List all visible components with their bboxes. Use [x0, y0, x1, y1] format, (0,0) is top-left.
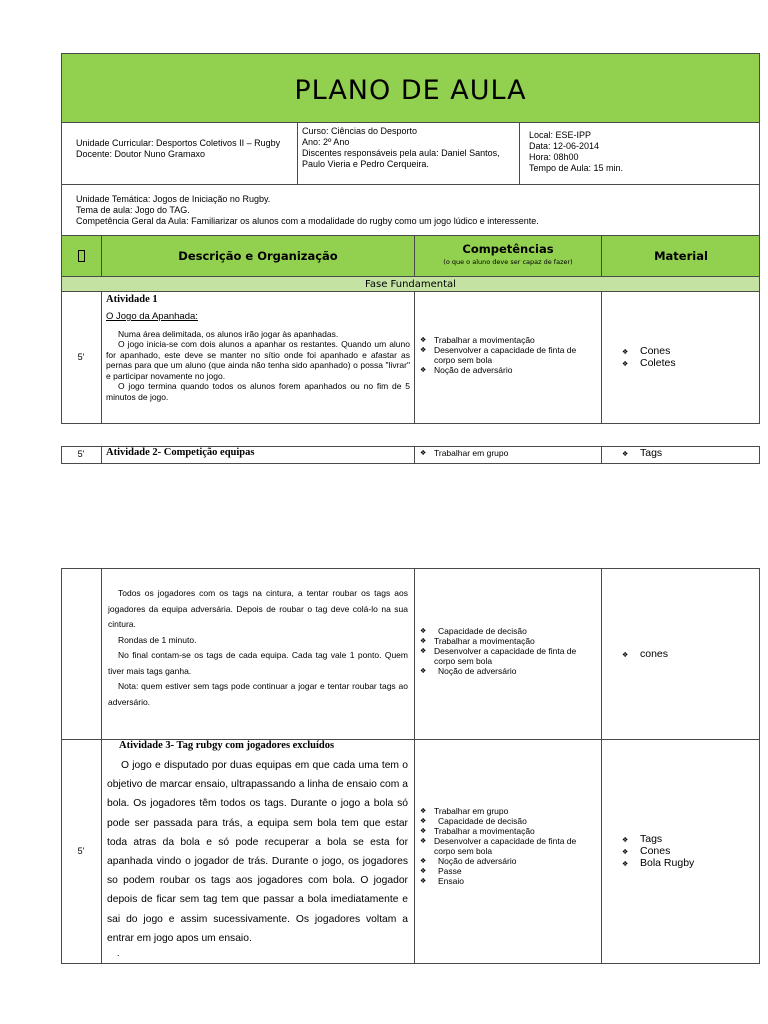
tema-aula: Tema de aula: Jogo do TAG. — [76, 205, 190, 215]
atividade2-material-list — [622, 447, 760, 459]
atividade3-title: Atividade 3- Tag rubgy com jogadores excluídos — [119, 740, 335, 751]
atividade1-tempo: 5' — [77, 352, 85, 362]
header-descricao: Descrição e Organização — [101, 235, 414, 277]
header-material: Material — [601, 235, 760, 277]
atividade2-cont-competencias-list — [420, 626, 598, 676]
list-item: ❖ Trabalhar em grupo — [420, 806, 598, 816]
atividade1-p2: O jogo inicia-se com dois alunos a apanhar os restantes. Quando um aluno for apanhado, este deve se manter no sítio onde foi apanhado e afastar as pernas para que um aluno (que ainda não tenha sido apanhado) o possa "livrar" e participar novamente no jogo. — [106, 339, 410, 381]
atividade2-title: Atividade 2- Competição equipas — [101, 446, 415, 464]
atividade2-competencias-list — [420, 448, 598, 458]
header-competencias: Competências — [462, 242, 554, 256]
page-title: PLANO DE AULA — [294, 75, 527, 106]
atividade3-material-cell — [601, 739, 760, 964]
list-item: ❖ Ensaio — [420, 876, 598, 886]
atividade2-competencias — [420, 448, 598, 458]
atividade3-body: O jogo e disputado por duas equipas em que cada uma tem o objetivo de marcar ensaio, ultrapassando a linha de ensaio com a bola. Os jogadores têm todos os tags. Durante o jogo a bola só pode ser passada para trás, a equipa sem bola tem que estar toda atras da bola e só pode recuperar a bola se esta for apanhada vindo o jogador de trás. Durante o jogo, os jogadores so podem roubar os tags aos jogadores com bola. O jogador depois de ficar sem tag tem que passar a bola imediatamente e sai do jogo e assim sucessivamente. Os jogadores voltam a entrar em jogo apos um ensaio. — [107, 760, 408, 944]
list-item: ❖ Passe — [420, 866, 598, 876]
ano: Ano: 2º Ano — [302, 137, 350, 147]
header-col-glyph — [61, 235, 101, 277]
list-item: ❖ Tags — [622, 833, 760, 845]
fase-row — [61, 276, 760, 292]
header-competencias-cell — [414, 235, 601, 277]
atividade3-competencias — [420, 806, 598, 886]
unidade-tematica: Unidade Temática: Jogos de Iniciação no Rugby. — [76, 194, 271, 204]
atividade3-desc-cell — [101, 739, 415, 964]
atividade3-competencias-list — [420, 806, 598, 886]
curso: Curso: Ciências do Desporto — [302, 126, 418, 136]
atividade2-cont-p4: Nota: quem estiver sem tags pode continuar a jogar e tentar roubar tags ao adversário. — [108, 681, 408, 707]
atividade1-subtitle: O Jogo da Apanhada: — [106, 311, 198, 322]
list-item: ❖ Capacidade de decisão — [420, 816, 598, 826]
list-item: ❖ Desenvolver a capacidade de finta de corpo sem bola — [420, 646, 598, 666]
atividade1-competencias — [420, 335, 598, 375]
unidade-curricular-cell — [64, 138, 294, 160]
atividade2-tempo: 5' — [77, 449, 85, 459]
atividade2-cont-p1: Todos os jogadores com os tags na cintura, a tentar roubar os tags aos jogadores da equipa adversária. Depois de roubar o tag deve colá-lo na sua cintura. — [108, 588, 408, 629]
list-item: ❖ Coletes — [622, 357, 760, 369]
list-item: ❖ Noção de adversário — [420, 666, 598, 676]
tematica-row — [61, 184, 760, 236]
list-item: ❖ Desenvolver a capacidade de finta de corpo sem bola — [420, 345, 598, 365]
atividade1-desc-cell — [101, 291, 415, 424]
list-item: ❖ Trabalhar a movimentação — [420, 636, 598, 646]
atividade2-material-cell — [601, 446, 760, 464]
atividade1-p1: Numa área delimitada, os alunos irão jogar às apanhadas. — [118, 329, 339, 339]
list-item: ❖ Desenvolver a capacidade de finta de corpo sem bola — [420, 836, 598, 856]
list-item: ❖ Noção de adversário — [420, 856, 598, 866]
fase-label: Fase Fundamental — [365, 279, 456, 290]
atividade2-cont-desc-cell — [101, 568, 415, 740]
list-item: ❖ Trabalhar a movimentação — [420, 826, 598, 836]
glyph-box — [78, 250, 85, 262]
competencia-geral: Competência Geral da Aula: Familiarizar os alunos com a modalidade do rugby como um jogo lúdico e interessente. — [76, 216, 539, 226]
atividade3-material-list — [622, 833, 760, 869]
list-item: ❖ Cones — [622, 345, 760, 357]
list-item: ❖ cones — [622, 648, 760, 660]
atividade2-cont-p2: Rondas de 1 minuto. — [118, 634, 197, 645]
atividade2-cont-material-list — [622, 648, 760, 660]
list-item: ❖ Cones — [622, 845, 760, 857]
atividade1-material-cell — [601, 291, 760, 424]
hora: Hora: 08h00 — [529, 152, 579, 162]
tempo-aula: Tempo de Aula: 15 min. — [529, 163, 624, 173]
atividade2-cont-p3: No final contam-se os tags de cada equipa. Cada tag vale 1 ponto. Quem tiver mais tags ganha. — [108, 650, 408, 676]
header-competencias-sub: (o que o aluno deve ser capaz de fazer) — [443, 258, 573, 266]
atividade1-material-list — [622, 345, 760, 369]
atividade1-title: Atividade 1 — [106, 294, 158, 305]
atividade1-competencias-list — [420, 335, 598, 375]
list-item: ❖ Capacidade de decisão — [420, 626, 598, 636]
atividade2-cont-competencias — [420, 626, 598, 676]
curso-cell — [297, 122, 519, 185]
list-item: ❖ Noção de adversário — [420, 365, 598, 375]
list-item: ❖ Trabalhar em grupo — [420, 448, 598, 458]
discentes: Discentes responsáveis pela aula: Daniel Santos, Paulo Vieria e Pedro Cerqueira. — [302, 148, 500, 169]
local: Local: ESE-IPP — [529, 130, 592, 140]
list-item: ❖ Tags — [622, 447, 760, 459]
title-bar — [61, 53, 760, 123]
list-item: ❖ Bola Rugby — [622, 857, 760, 869]
atividade1-p3: O jogo termina quando todos os alunos forem apanhados ou no fim de 5 minutos de jogo. — [106, 381, 410, 402]
atividade2-cont-material-cell — [601, 568, 760, 740]
list-item: ❖ Trabalhar a movimentação — [420, 335, 598, 345]
unidade-curricular: Unidade Curricular: Desportos Coletivos II – Rugby — [76, 138, 281, 148]
docente: Docente: Doutor Nuno Gramaxo — [76, 149, 206, 159]
atividade3-tail: . — [117, 948, 120, 959]
atividade3-tempo: 5' — [77, 846, 85, 856]
local-cell — [519, 122, 760, 185]
data: Data: 12-06-2014 — [529, 141, 600, 151]
